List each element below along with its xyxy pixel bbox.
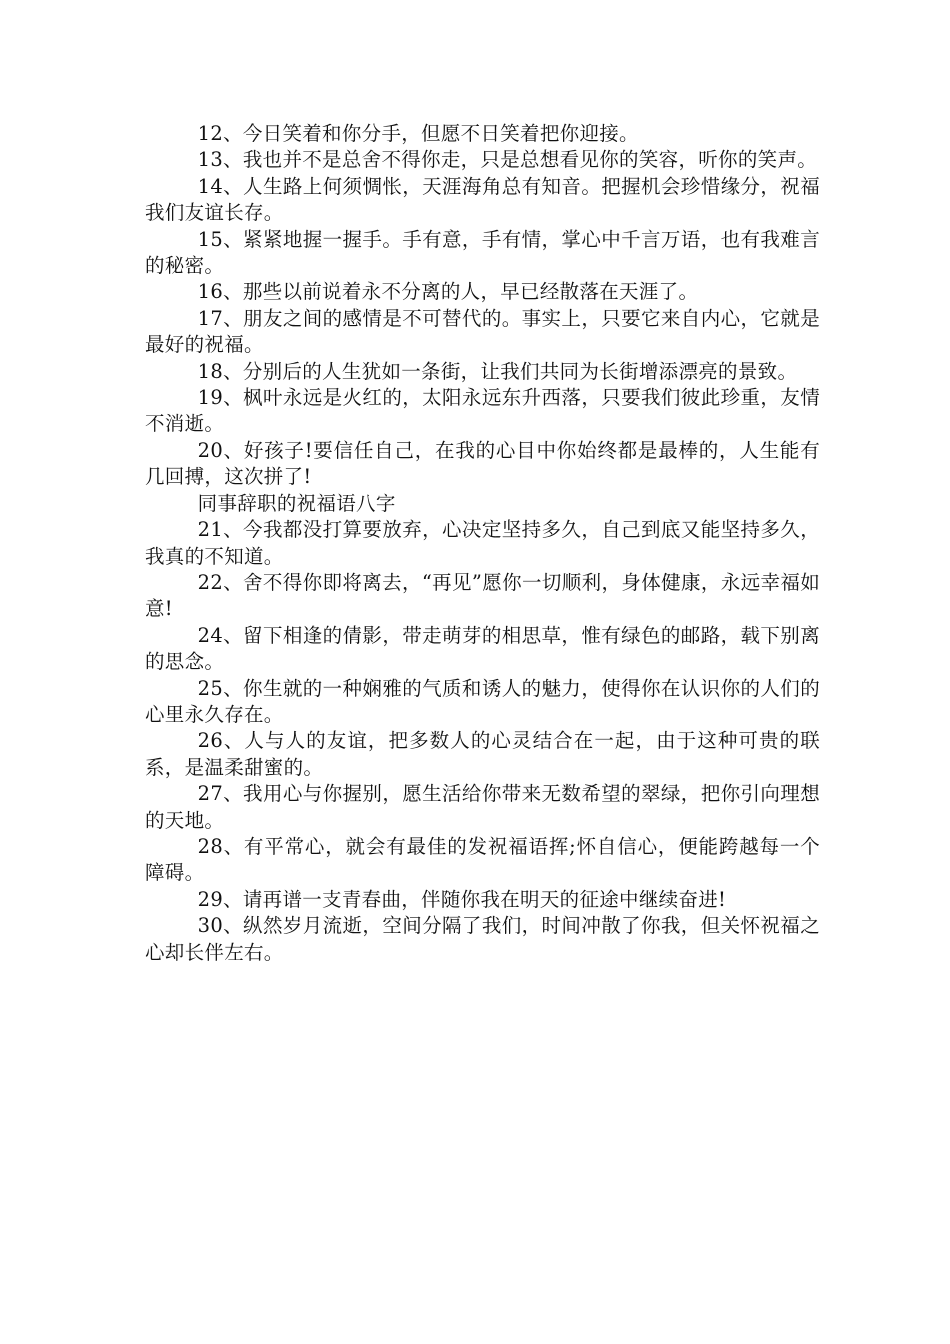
paragraph-19: 19、枫叶永远是火红的，太阳永远东升西落，只要我们彼此珍重，友情不消逝。 xyxy=(145,386,820,436)
paragraph-30: 30、纵然岁月流逝，空间分隔了我们，时间冲散了你我，但关怀祝福之心却长伴左右。 xyxy=(145,914,820,964)
paragraph-25: 25、你生就的一种娴雅的气质和诱人的魅力，使得你在认识你的人们的心里永久存在。 xyxy=(145,676,820,726)
paragraph-15: 15、紧紧地握一握手。手有意，手有情，掌心中千言万语，也有我难言的秘密。 xyxy=(145,227,820,278)
paragraph-21: 21、今我都没打算要放弃，心决定坚持多久，自己到底又能坚持多久，我真的不知道。 xyxy=(145,518,820,568)
paragraph-22: 22、舍不得你即将离去，“再见”愿你一切顺利，身体健康，永远幸福如意! xyxy=(145,570,820,621)
paragraph-24: 24、留下相逢的倩影，带走萌芽的相思草，惟有绿色的邮路，载下别离的思念。 xyxy=(145,623,820,674)
paragraph-16: 16、那些以前说着永不分离的人，早已经散落在天涯了。 xyxy=(197,280,699,304)
paragraph-28: 28、有平常心，就会有最佳的发祝福语挥;怀自信心，便能跨越每一个障碍。 xyxy=(145,834,820,885)
document-body xyxy=(145,121,820,966)
paragraph-12: 12、今日笑着和你分手，但愿不日笑着把你迎接。 xyxy=(197,122,639,145)
paragraph-13: 13、我也并不是总舍不得你走，只是总想看见你的笑容，听你的笑声。 xyxy=(197,148,818,172)
paragraph-27: 27、我用心与你握别，愿生活给你带来无数希望的翠绿，把你引向理想的天地。 xyxy=(145,782,820,832)
paragraph-18: 18、分别后的人生犹如一条街，让我们共同为长街增添漂亮的景致。 xyxy=(197,359,798,383)
section-heading: 同事辞职的祝福语八字 xyxy=(197,491,396,515)
paragraph-17: 17、朋友之间的感情是不可替代的。事实上，只要它来自内心，它就是最好的祝福。 xyxy=(145,306,820,357)
paragraph-29: 29、请再谱一支青春曲，伴随你我在明天的征途中继续奋进! xyxy=(197,887,727,911)
paragraph-20: 20、好孩子!要信任自己，在我的心目中你始终都是最棒的，人生能有几回搏，这次拼了! xyxy=(145,438,820,489)
paragraph-14: 14、人生路上何须惆怅，天涯海角总有知音。把握机会珍惜缘分，祝福我们友谊长存。 xyxy=(145,174,820,225)
paragraph-26: 26、人与人的友谊，把多数人的心灵结合在一起，由于这种可贵的联系，是温柔甜蜜的。 xyxy=(145,729,820,779)
